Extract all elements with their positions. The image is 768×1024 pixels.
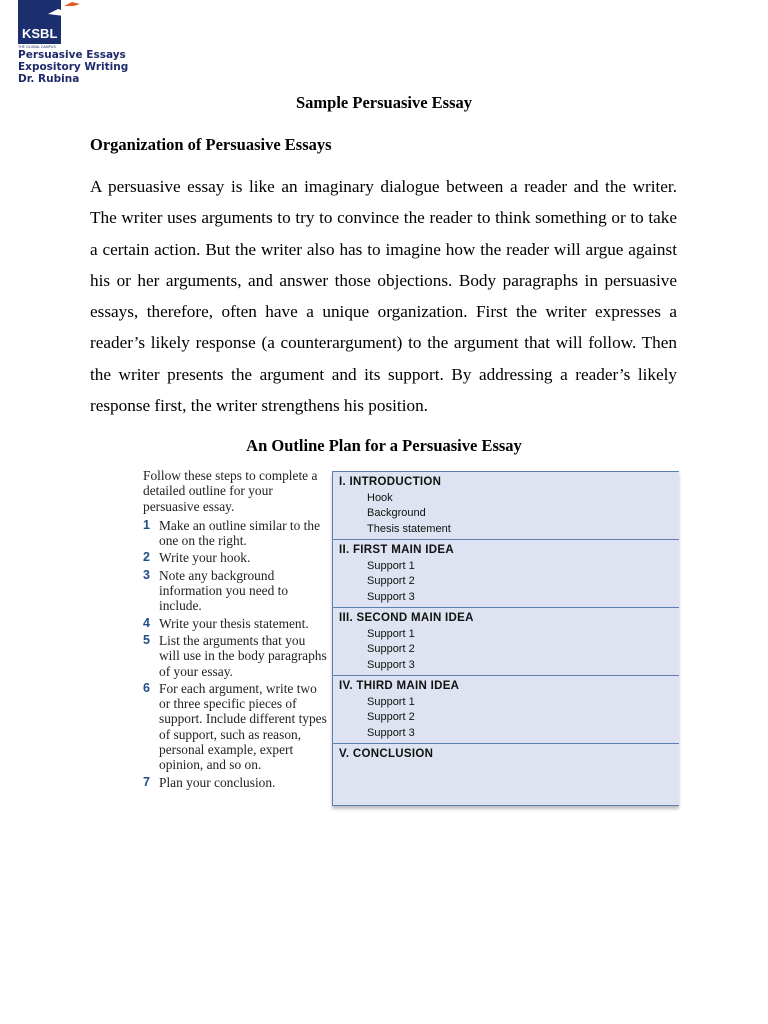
step-item: [143, 681, 328, 773]
step-item: [143, 518, 328, 549]
steps-list: [143, 468, 328, 792]
step-number: 5: [143, 632, 150, 647]
step-item: [143, 633, 328, 679]
header-line-course: Persuasive Essays: [18, 49, 126, 61]
logo-text: KSBL: [22, 26, 58, 41]
section-heading: Organization of Persuasive Essays: [90, 135, 332, 154]
outline-item: Support 3: [367, 590, 415, 603]
outline-item: Thesis statement: [367, 522, 451, 535]
outline-item: Support 1: [367, 695, 415, 708]
outline-item: Support 1: [367, 559, 415, 572]
outline-item: Support 1: [367, 627, 415, 640]
body-paragraph: A persuasive essay is like an imaginary dialogue between a reader and the writer. The writer uses arguments to try to convince the reader to think something or to take a certain action. But the writer also has to imagine how the reader will argue against his or her arguments, and answer those objections. Body paragraphs in persuasive essays, therefore, often have a unique organization. First the writer expresses a reader’s likely response (a counterargument) to the argument that will follow. Then the writer presents the argument and its support. By addressing a reader’s likely response first, the writer strengthens his position.: [90, 177, 677, 416]
step-number: 4: [143, 615, 150, 630]
step-number: 7: [143, 774, 150, 789]
outline-item: Support 3: [367, 658, 415, 671]
outline-section-title: V. CONCLUSION: [339, 748, 434, 760]
outline-item: Support 3: [367, 726, 415, 739]
outline-item: Hook: [367, 491, 393, 504]
outline-section-third-main-idea: [333, 676, 679, 744]
step-number: 3: [143, 567, 150, 582]
outline-section-introduction: [333, 472, 679, 540]
outline-plan-title: An Outline Plan for a Persuasive Essay: [246, 436, 522, 455]
step-text: Make an outline similar to the one on the right.: [159, 517, 321, 549]
step-number: 1: [143, 517, 150, 532]
outline-section-second-main-idea: [333, 608, 679, 676]
step-text: Plan your conclusion.: [159, 774, 276, 790]
steps-intro: Follow these steps to complete a detailed outline for your persuasive essay.: [143, 468, 318, 514]
step-text: List the arguments that you will use in the body paragraphs of your essay.: [159, 632, 327, 679]
step-number: 2: [143, 550, 150, 565]
outline-item: Support 2: [367, 643, 415, 655]
step-item: [143, 550, 328, 565]
outline-item: Support 2: [367, 575, 415, 587]
step-text: Write your hook.: [159, 550, 251, 566]
logo-tagline: THE GLOBAL CAMPUS: [18, 45, 56, 48]
outline-section-title: I. INTRODUCTION: [339, 476, 442, 488]
header-text: [18, 49, 128, 85]
step-item: [143, 616, 328, 631]
step-text: For each argument, write two or three specific pieces of support. Include different types of support, such as reason, personal example, expert opinion, and so on.: [159, 680, 327, 773]
outline-section-title: III. SECOND MAIN IDEA: [339, 612, 474, 624]
outline-item: Background: [367, 507, 426, 519]
header-line-instructor: Dr. Rubina: [18, 73, 80, 85]
step-text: Note any background information you need to include.: [159, 567, 289, 614]
ksbl-logo: [18, 0, 82, 48]
outline-item: Support 2: [367, 711, 415, 723]
outline-section-title: II. FIRST MAIN IDEA: [339, 544, 454, 556]
outline-section-first-main-idea: [333, 540, 679, 608]
step-item: [143, 775, 328, 790]
step-item: [143, 568, 328, 614]
page-title: Sample Persuasive Essay: [295, 93, 472, 112]
outline-section-title: IV. THIRD MAIN IDEA: [339, 680, 460, 692]
step-text: Write your thesis statement.: [159, 615, 309, 631]
step-number: 6: [143, 680, 150, 695]
outline-box: [332, 471, 679, 806]
header-line-module: Expository Writing: [18, 61, 129, 73]
outline-section-conclusion: [333, 744, 679, 765]
